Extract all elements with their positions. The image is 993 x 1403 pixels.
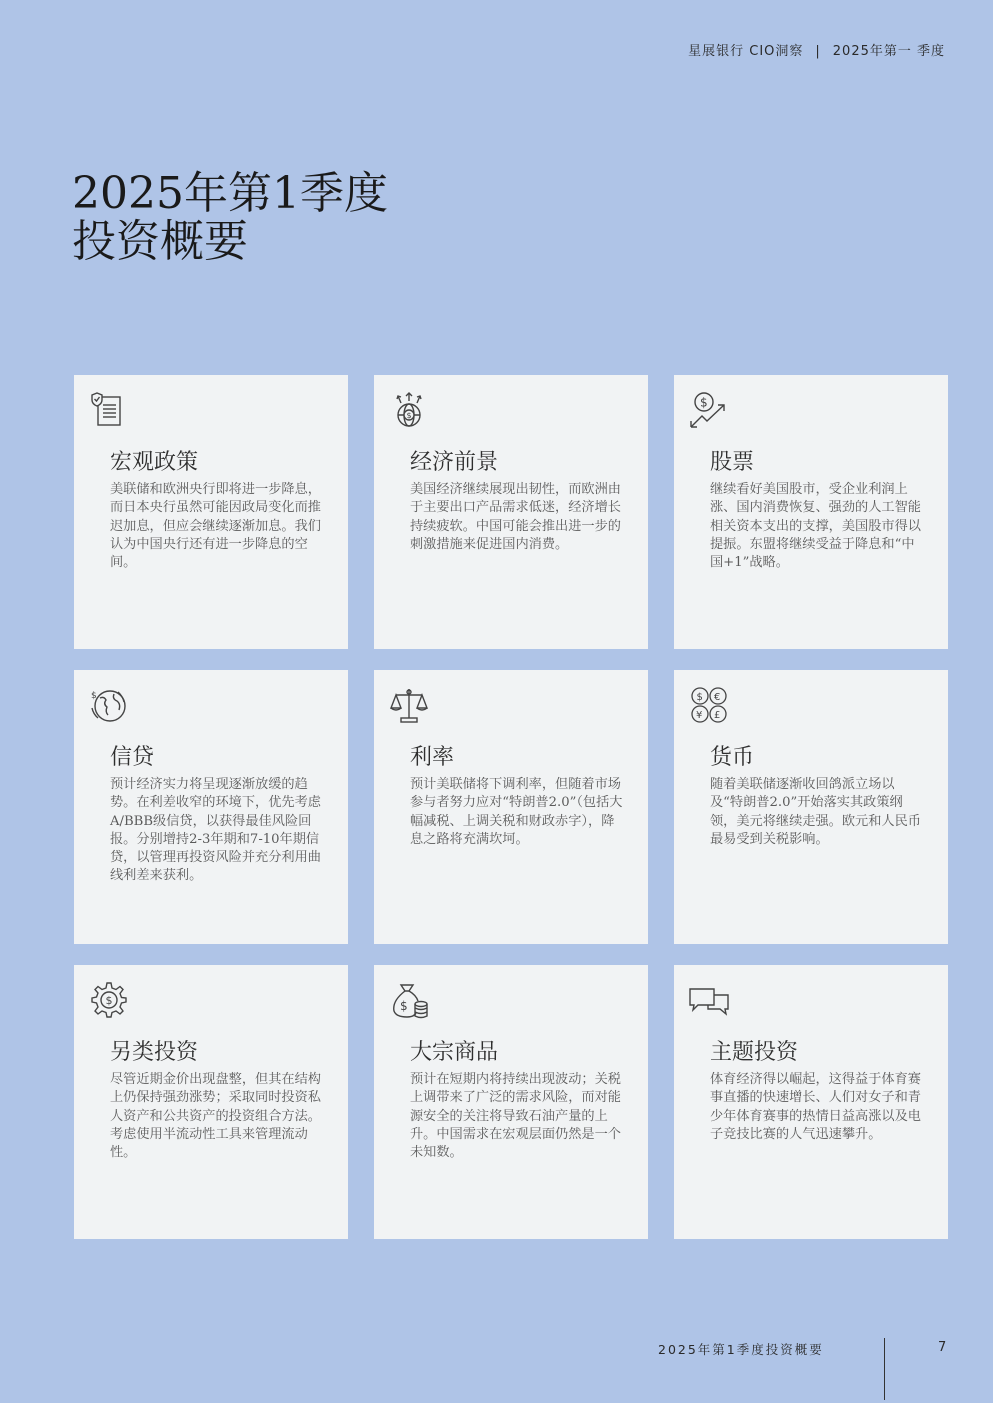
chat-bubbles-icon	[688, 979, 730, 1021]
card-body: 美国经济继续展现出韧性，而欧洲由于主要出口产品需求低迷，经济增长持续疲软。中国可能会推出进一步的刺激措施来促进国内消费。	[410, 482, 621, 552]
card-title: 宏观政策	[110, 450, 199, 475]
footer-label: 2025年第1季度投资概要	[658, 1342, 824, 1357]
card-credit	[74, 670, 348, 944]
svg-text:¥: ¥	[696, 710, 703, 721]
card-macro-policy	[74, 375, 348, 649]
page-title-line-2: 投资概要	[72, 216, 248, 267]
dollar-trend-icon	[688, 389, 730, 431]
card-body: 继续看好美国股市，受企业利润上涨、国内消费恢复、强劲的人工智能相关资本支出的支撑，美国股市得以提振。东盟将继续受益于降息和“中国+1”战略。	[710, 482, 921, 571]
card-currencies	[674, 670, 948, 944]
globe-money-icon	[388, 389, 430, 431]
card-body: 预计美联储将下调利率，但随着市场参与者努力应对“特朗普2.0”（包括大幅减税、上调关税和财政赤字），降息之路将充满坎坷。	[410, 777, 623, 847]
card-title: 大宗商品	[410, 1040, 499, 1065]
svg-text:$: $	[105, 994, 113, 1007]
card-title: 利率	[410, 745, 455, 770]
money-bag-coins-icon	[388, 979, 430, 1021]
header-publication: 星展银行 CIO洞察	[688, 44, 804, 59]
card-title: 另类投资	[110, 1040, 199, 1065]
card-alternatives	[74, 965, 348, 1239]
svg-text:$: $	[406, 411, 412, 420]
card-title: 信贷	[110, 745, 155, 770]
card-title: 股票	[710, 450, 755, 475]
currency-symbols-icon	[688, 684, 730, 726]
card-body: 预计经济实力将呈现逐渐放缓的趋势。在利差收窄的环境下，优先考虑A/BBB级信贷，以获得最佳风险回报。分别增持2-3年期和7-10年期信贷，以管理再投资风险并充分利用曲线利差来获利。	[110, 777, 321, 884]
header-quarter: 2025年第一 季度	[832, 44, 945, 59]
card-title: 货币	[710, 745, 755, 770]
svg-text:$: $	[400, 999, 408, 1013]
svg-text:$: $	[696, 692, 703, 703]
scales-icon	[388, 684, 430, 726]
page-number: 7	[938, 1340, 947, 1355]
globe-credit-icon	[88, 684, 130, 726]
card-title: 主题投资	[710, 1040, 799, 1065]
card-body: 随着美联储逐渐收回鸽派立场以及“特朗普2.0”开始落实其政策纲领，美元将继续走强。欧元和人民币最易受到关税影响。	[710, 777, 921, 847]
page-header	[688, 40, 945, 59]
gear-dollar-icon	[88, 979, 130, 1021]
card-body: 尽管近期金价出现盘整，但其在结构上仍保持强劲涨势；采取同时投资私人资产和公共资产的投资组合方法。考虑使用半流动性工具来管理流动性。	[110, 1072, 321, 1161]
card-body: 预计在短期内将持续出现波动；关税上调带来了广泛的需求风险，而对能源安全的关注将导致石油产量的上升。中国需求在宏观层面仍然是一个未知数。	[410, 1072, 621, 1161]
card-body: 美联储和欧洲央行即将进一步降息，而日本央行虽然可能因政局变化而推迟加息，但应会继续逐渐加息。我们认为中国央行还有进一步降息的空间。	[110, 482, 321, 571]
card-economic-outlook	[374, 375, 648, 649]
footer-divider	[884, 1338, 885, 1400]
svg-text:$: $	[91, 691, 97, 701]
header-separator: |	[815, 44, 821, 59]
svg-text:£: £	[714, 710, 721, 721]
card-commodities	[374, 965, 648, 1239]
page-title	[72, 170, 388, 266]
document-shield-icon	[88, 389, 130, 431]
card-body: 体育经济得以崛起，这得益于体育赛事直播的快速增长、人们对女子和青少年体育赛事的热情日益高涨以及电子竞技比赛的人气迅速攀升。	[710, 1072, 921, 1142]
card-interest-rates	[374, 670, 648, 944]
card-equities	[674, 375, 948, 649]
card-title: 经济前景	[410, 450, 499, 475]
page-title-line-1: 2025年第1季度	[72, 168, 388, 219]
svg-text:€: €	[714, 692, 721, 703]
svg-text:$: $	[700, 395, 708, 410]
card-thematic-investing	[674, 965, 948, 1239]
